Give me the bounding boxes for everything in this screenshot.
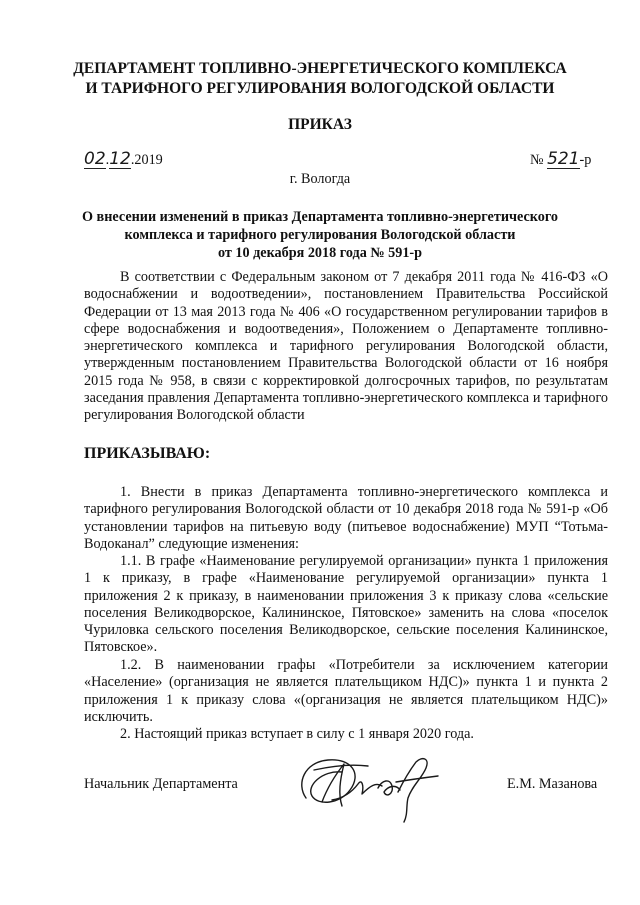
city: г. Вологда — [289, 171, 351, 187]
date-sep2: . — [130, 152, 135, 168]
number-value: 521 — [547, 149, 580, 169]
number-suffix: -р — [579, 152, 592, 168]
date-sep1: . — [105, 152, 110, 168]
department-header-line2: И ТАРИФНОГО РЕГУЛИРОВАНИЯ ВОЛОГОДСКОЙ ОБЛАСТИ — [85, 80, 555, 97]
signatory-name: Е.М. Мазанова — [507, 776, 598, 792]
item-2: 2. Настоящий приказ вступает в силу с 1 января 2020 года. — [120, 726, 474, 742]
order-word: ПРИКАЗЫВАЮ: — [84, 445, 211, 462]
date-year: 2019 — [134, 152, 163, 168]
date-month: 12 — [109, 149, 131, 169]
title-line2: комплекса и тарифного регулирования Вологодской области — [124, 227, 516, 243]
signatory-position: Начальник Департамента — [84, 776, 238, 792]
item-1: 1. Внести в приказ Департамента топливно-энергетического комплекса и тарифного регулирования Вологодской области от 10 декабря 2018 года № 591-р «Об установлении тарифов на питьевую воду (питьевое водоснабжение) МУП “Тотьма-Водоканал” следующие изменения: — [84, 484, 608, 552]
title-line1: О внесении изменений в приказ Департамента топливно-энергетического — [81, 209, 559, 225]
date-day: 02 — [84, 149, 106, 169]
document-date — [84, 151, 163, 169]
number-prefix: № — [530, 152, 544, 168]
title-line3: от 10 декабря 2018 года № 591-р — [217, 245, 423, 261]
document-type: ПРИКАЗ — [288, 116, 352, 133]
handwritten-signature-icon — [292, 740, 452, 830]
item-1-2: 1.2. В наименовании графы «Потребители за исключением категории «Население» (организация не является плательщиком НДС)» пункта 1 и пункта 2 приложения 1 к приказу слова «(организация не является плательщиком НДС)» исключить. — [84, 657, 608, 725]
item-1-1: 1.1. В графе «Наименование регулируемой организации» пункта 1 приложения 1 к приказу, в графе «Наименование регулируемой организации» пункта 1 приложения 2 к приказу, в наименовании приложения 3 к приказу слова «сельские поселения Великодворское, Калининское, Пятовское» заменить на слова «поселок Чуриловка сельского поселения Великодворское, сельские поселения Калининское, Пятовское». — [84, 553, 608, 656]
preamble-paragraph: В соответствии с Федеральным законом от 7 декабря 2011 года № 416-ФЗ «О водоснабжении и водоотведении», постановлением Правительства Российской Федерации от 13 мая 2013 года № 406 «О государственном регулировании тарифов в сфере водоснабжения и водоотведения», Положением о Департаменте топливно-энергетического комплекса и тарифного регулирования Вологодской области, утвержденным постановлением Правительства Вологодской области от 16 ноября 2015 года № 958, в связи с корректировкой долгосрочных тарифов, по результатам заседания правления Департамента топливно-энергетического комплекса и тарифного регулирования Вологодской области — [84, 269, 608, 424]
department-header-line1: ДЕПАРТАМЕНТ ТОПЛИВНО-ЭНЕРГЕТИЧЕСКОГО КОМПЛЕКСА — [73, 60, 567, 77]
document-number — [530, 151, 591, 169]
